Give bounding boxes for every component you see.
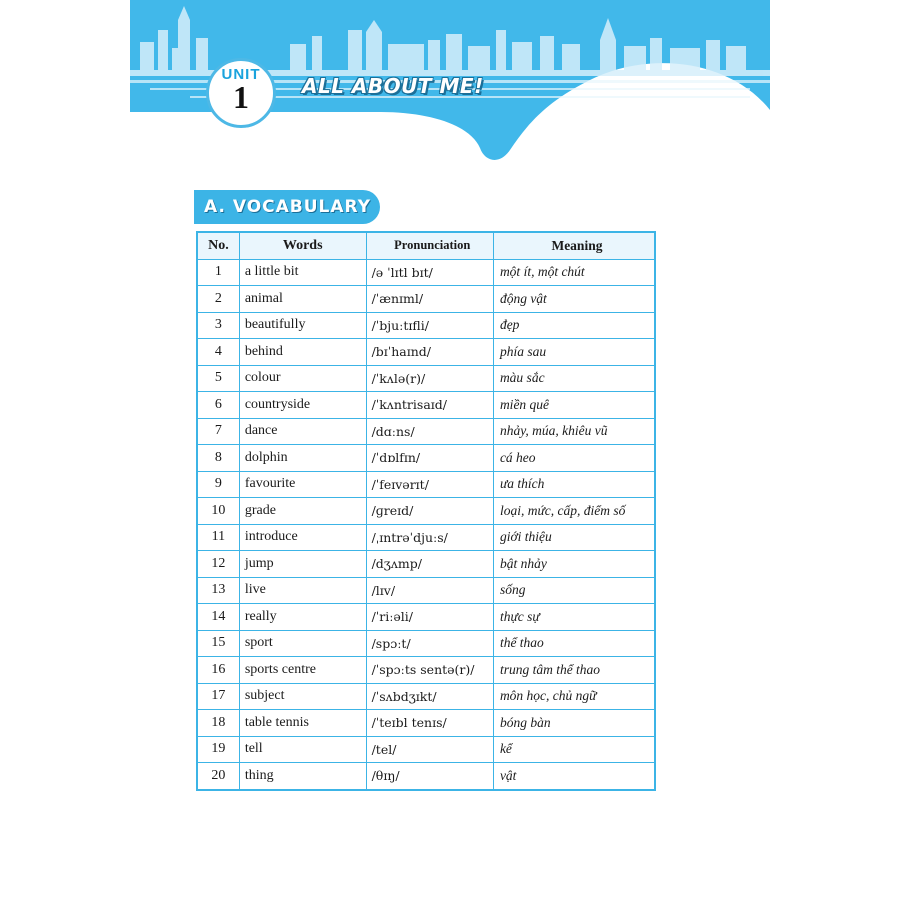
row-meaning: cá heo xyxy=(493,445,655,472)
row-meaning: màu sắc xyxy=(493,365,655,392)
table-row xyxy=(197,710,655,737)
row-word: sport xyxy=(239,630,366,657)
row-number: 4 xyxy=(197,339,239,366)
row-word: countryside xyxy=(239,392,366,419)
row-pronunciation: /bɪˈhaɪnd/ xyxy=(366,339,493,366)
row-word: table tennis xyxy=(239,710,366,737)
row-pronunciation: /ˈbjuːtɪfli/ xyxy=(366,312,493,339)
row-number: 8 xyxy=(197,445,239,472)
table-row xyxy=(197,763,655,790)
row-word: favourite xyxy=(239,471,366,498)
row-word: tell xyxy=(239,736,366,763)
row-number: 17 xyxy=(197,683,239,710)
row-pronunciation: /ə ˈlɪtl bɪt/ xyxy=(366,259,493,286)
row-word: really xyxy=(239,604,366,631)
row-meaning: bóng bàn xyxy=(493,710,655,737)
section-title: A. VOCABULARY xyxy=(204,197,372,217)
row-number: 19 xyxy=(197,736,239,763)
table-row xyxy=(197,498,655,525)
row-meaning: bật nhảy xyxy=(493,551,655,578)
vocabulary-table xyxy=(196,231,656,791)
row-meaning: loại, mức, cấp, điểm số xyxy=(493,498,655,525)
table-row xyxy=(197,604,655,631)
row-word: colour xyxy=(239,365,366,392)
table-row xyxy=(197,312,655,339)
row-word: sports centre xyxy=(239,657,366,684)
row-meaning: ưa thích xyxy=(493,471,655,498)
table-row xyxy=(197,524,655,551)
table-row xyxy=(197,683,655,710)
row-pronunciation: /dɑːns/ xyxy=(366,418,493,445)
row-number: 7 xyxy=(197,418,239,445)
row-number: 13 xyxy=(197,577,239,604)
column-header-words: Words xyxy=(239,232,366,259)
row-number: 2 xyxy=(197,286,239,313)
row-pronunciation: /ˈænɪml/ xyxy=(366,286,493,313)
unit-badge xyxy=(206,58,276,128)
row-word: introduce xyxy=(239,524,366,551)
row-pronunciation: /ˈkʌntrisaɪd/ xyxy=(366,392,493,419)
row-meaning: nhảy, múa, khiêu vũ xyxy=(493,418,655,445)
column-header-pronunciation: Pronunciation xyxy=(366,232,493,259)
row-number: 3 xyxy=(197,312,239,339)
row-number: 20 xyxy=(197,763,239,790)
unit-title: ALL ABOUT ME! xyxy=(302,74,484,98)
row-meaning: môn học, chủ ngữ xyxy=(493,683,655,710)
unit-label: UNIT xyxy=(221,66,261,83)
table-row xyxy=(197,471,655,498)
row-number: 11 xyxy=(197,524,239,551)
row-number: 5 xyxy=(197,365,239,392)
row-pronunciation: /ˈspɔːts sentə(r)/ xyxy=(366,657,493,684)
row-meaning: động vật xyxy=(493,286,655,313)
row-pronunciation: /ˈsʌbdʒɪkt/ xyxy=(366,683,493,710)
row-meaning: giới thiệu xyxy=(493,524,655,551)
row-meaning: thể thao xyxy=(493,630,655,657)
table-row xyxy=(197,577,655,604)
row-pronunciation: /lɪv/ xyxy=(366,577,493,604)
row-number: 1 xyxy=(197,259,239,286)
row-word: thing xyxy=(239,763,366,790)
table-row xyxy=(197,657,655,684)
row-pronunciation: /tel/ xyxy=(366,736,493,763)
row-meaning: sống xyxy=(493,577,655,604)
row-number: 9 xyxy=(197,471,239,498)
table-row xyxy=(197,630,655,657)
row-number: 14 xyxy=(197,604,239,631)
row-meaning: đẹp xyxy=(493,312,655,339)
row-word: subject xyxy=(239,683,366,710)
row-pronunciation: /ˈkʌlə(r)/ xyxy=(366,365,493,392)
row-number: 10 xyxy=(197,498,239,525)
row-word: animal xyxy=(239,286,366,313)
row-meaning: trung tâm thể thao xyxy=(493,657,655,684)
row-pronunciation: /ˈdɒlfɪn/ xyxy=(366,445,493,472)
row-pronunciation: /dʒʌmp/ xyxy=(366,551,493,578)
row-pronunciation: /ˈriːəli/ xyxy=(366,604,493,631)
row-pronunciation: /ˈteɪbl tenɪs/ xyxy=(366,710,493,737)
row-meaning: kể xyxy=(493,736,655,763)
table-row xyxy=(197,418,655,445)
row-word: beautifully xyxy=(239,312,366,339)
table-row xyxy=(197,286,655,313)
table-row xyxy=(197,736,655,763)
table-header-row xyxy=(197,232,655,259)
row-number: 16 xyxy=(197,657,239,684)
row-number: 12 xyxy=(197,551,239,578)
column-header-no: No. xyxy=(197,232,239,259)
table-row xyxy=(197,392,655,419)
row-word: dolphin xyxy=(239,445,366,472)
column-header-meaning: Meaning xyxy=(493,232,655,259)
row-meaning: vật xyxy=(493,763,655,790)
row-word: grade xyxy=(239,498,366,525)
unit-number: 1 xyxy=(233,79,249,115)
row-pronunciation: /θɪŋ/ xyxy=(366,763,493,790)
row-number: 6 xyxy=(197,392,239,419)
row-pronunciation: /spɔːt/ xyxy=(366,630,493,657)
row-number: 15 xyxy=(197,630,239,657)
document-page xyxy=(130,0,770,900)
row-number: 18 xyxy=(197,710,239,737)
table-row xyxy=(197,365,655,392)
table-row xyxy=(197,259,655,286)
row-meaning: miền quê xyxy=(493,392,655,419)
table-row xyxy=(197,551,655,578)
row-word: behind xyxy=(239,339,366,366)
section-heading xyxy=(194,190,380,224)
row-pronunciation: /ˈfeɪvərɪt/ xyxy=(366,471,493,498)
row-pronunciation: /ɡreɪd/ xyxy=(366,498,493,525)
table-row xyxy=(197,445,655,472)
row-word: live xyxy=(239,577,366,604)
row-word: jump xyxy=(239,551,366,578)
row-meaning: một ít, một chút xyxy=(493,259,655,286)
row-word: dance xyxy=(239,418,366,445)
row-pronunciation: /ˌɪntrəˈdjuːs/ xyxy=(366,524,493,551)
row-word: a little bit xyxy=(239,259,366,286)
row-meaning: phía sau xyxy=(493,339,655,366)
table-row xyxy=(197,339,655,366)
row-meaning: thực sự xyxy=(493,604,655,631)
